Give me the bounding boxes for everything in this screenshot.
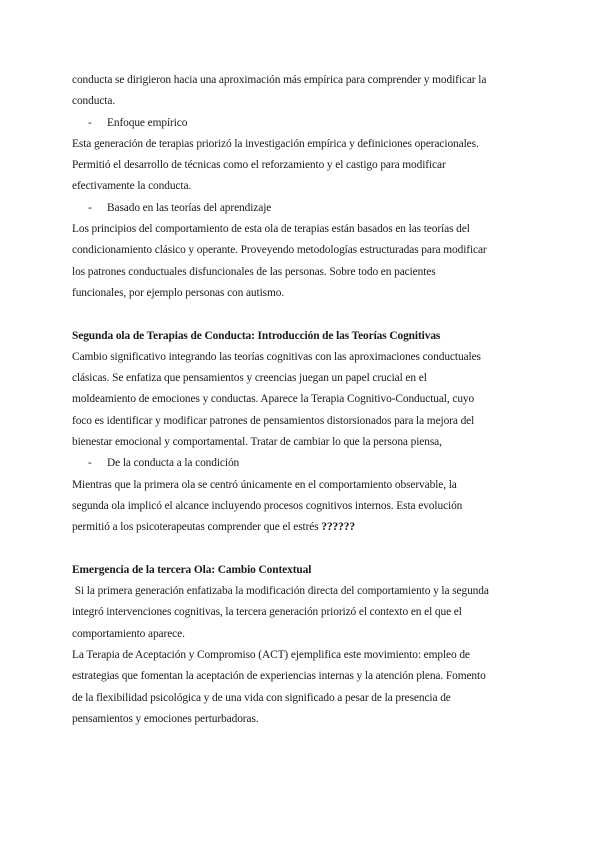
text-line: La Terapia de Aceptación y Compromiso (ACT) ejemplifica este movimiento: empleo de: [72, 649, 470, 662]
text-line-last: [72, 517, 532, 538]
bullet-text: Basado en las teorías del aprendizaje: [107, 201, 272, 214]
bullet-text: Enfoque empírico: [107, 116, 188, 129]
intro-paragraph: [72, 70, 532, 113]
bullet-dash: -: [88, 457, 92, 470]
spacer: [72, 304, 532, 325]
text-line: de la flexibilidad psicológica y de una vida con significado a pesar de la presencia de: [72, 691, 451, 704]
text-fragment: permitió a los psicoterapeutas comprender que el estrés: [72, 521, 322, 534]
document-page: [72, 70, 532, 730]
question-marks: ??????: [321, 521, 355, 534]
text-line: Permitió el desarrollo de técnicas como el reforzamiento y el castigo para modificar: [72, 159, 446, 172]
text-line: pensamientos y emociones perturbadoras.: [72, 712, 259, 725]
text-line: bienestar emocional y comportamental. Tratar de cambiar lo que la persona piensa,: [72, 436, 442, 449]
paragraph-cognitive: [72, 347, 532, 453]
bullet-item-enfoque-empirico: [72, 113, 532, 134]
text-line: comportamiento aparece.: [72, 627, 185, 640]
text-line: conducta se dirigieron hacia una aproximación más empírica para comprender y modificar la: [72, 74, 487, 86]
bullet-dash: -: [88, 201, 92, 214]
text-line: moldeamiento de emociones y conductas. Aparece la Terapia Cognitivo-Conductual, cuyo: [72, 393, 475, 406]
paragraph-learning-theories: [72, 219, 532, 304]
paragraph-contextual: [72, 581, 532, 645]
text-line: Esta generación de terapias priorizó la investigación empírica y definiciones operacionales.: [72, 137, 479, 150]
text-line: Los principios del comportamiento de esta ola de terapias están basados en las teorías del: [72, 223, 470, 236]
text-line: funcionales, por ejemplo personas con autismo.: [72, 286, 285, 299]
text-line: integró intervenciones cognitivas, la tercera generación priorizó el contexto en el que el: [72, 606, 462, 619]
bullet-item-conducta-condicion: [72, 453, 532, 474]
text-line: Si la primera generación enfatizaba la modificación directa del comportamiento y la segunda: [72, 585, 489, 598]
text-line: segunda ola implicó el alcance incluyendo procesos cognitivos internos. Esta evolución: [72, 499, 463, 512]
bullet-text: De la conducta a la condición: [107, 457, 240, 470]
section-heading-second-wave: Segunda ola de Terapias de Conducta: Introducción de las Teorías Cognitivas: [72, 329, 441, 342]
section-heading-third-wave: Emergencia de la tercera Ola: Cambio Contextual: [72, 563, 312, 576]
text-line: los patrones conductuales disfuncionales de las personas. Sobre todo en pacientes: [72, 265, 436, 278]
paragraph-act: [72, 645, 532, 730]
text-line: estrategias que fomentan la aceptación de experiencias internas y la atención plena. Fomento: [72, 670, 486, 683]
text-line: foco es identificar y modificar patrones de pensamientos distorsionados para la mejora del: [72, 414, 475, 427]
bullet-dash: -: [88, 116, 92, 129]
paragraph-evolution: [72, 475, 532, 539]
spacer: [72, 539, 532, 560]
text-line: conducta.: [72, 95, 116, 108]
text-line: Cambio significativo integrando las teorías cognitivas con las aproximaciones conductuales: [72, 350, 481, 363]
text-line: efectivamente la conducta.: [72, 180, 192, 193]
text-line: condicionamiento clásico y operante. Proveyendo metodologías estructuradas para modificar: [72, 244, 487, 257]
bullet-item-teorias-aprendizaje: [72, 198, 532, 219]
text-line: Mientras que la primera ola se centró únicamente en el comportamiento observable, la: [72, 478, 457, 491]
paragraph-empirical: [72, 134, 532, 198]
text-line: clásicas. Se enfatiza que pensamientos y creencias juegan un papel crucial en el: [72, 372, 427, 385]
